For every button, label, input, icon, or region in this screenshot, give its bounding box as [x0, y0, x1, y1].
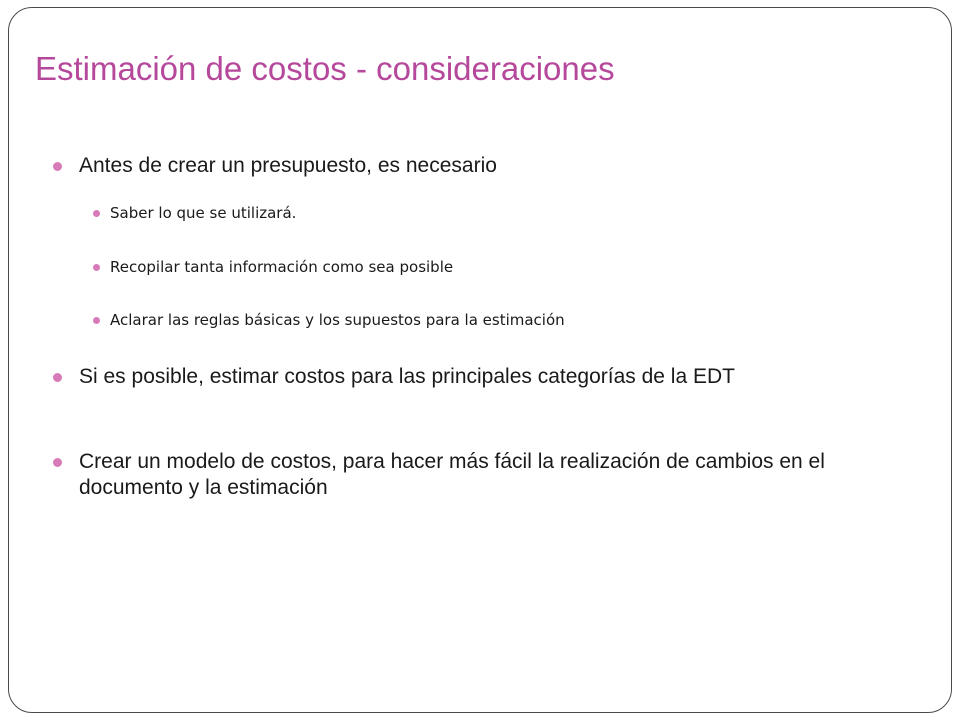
sub-bullet-text: Aclarar las reglas básicas y los supuestos para la estimación [110, 311, 565, 329]
bullet-item [79, 153, 879, 179]
bullet-item [79, 449, 879, 501]
sub-bullet-text: Recopilar tanta información como sea posible [110, 258, 454, 276]
bullet-text: Si es posible, estimar costos para las principales categorías de la EDT [79, 365, 735, 388]
sub-bullet-item [110, 310, 870, 330]
bullet-dot-icon [93, 264, 100, 271]
sub-bullet-text: Saber lo que se utilizará. [110, 204, 297, 222]
bullet-text: Crear un modelo de costos, para hacer más fácil la realización de cambios en el documento y la estimación [79, 450, 825, 499]
bullet-dot-icon [93, 210, 100, 217]
sub-bullet-item [110, 203, 870, 223]
sub-bullet-item [110, 257, 870, 277]
bullet-dot-icon [53, 373, 62, 382]
bullet-text: Antes de crear un presupuesto, es necesario [79, 154, 497, 177]
bullet-dot-icon [53, 458, 62, 467]
bullet-item [79, 364, 879, 390]
bullet-dot-icon [53, 162, 62, 171]
bullet-dot-icon [93, 317, 100, 324]
slide-title: Estimación de costos - consideraciones [35, 50, 615, 87]
slide-frame [8, 7, 952, 713]
